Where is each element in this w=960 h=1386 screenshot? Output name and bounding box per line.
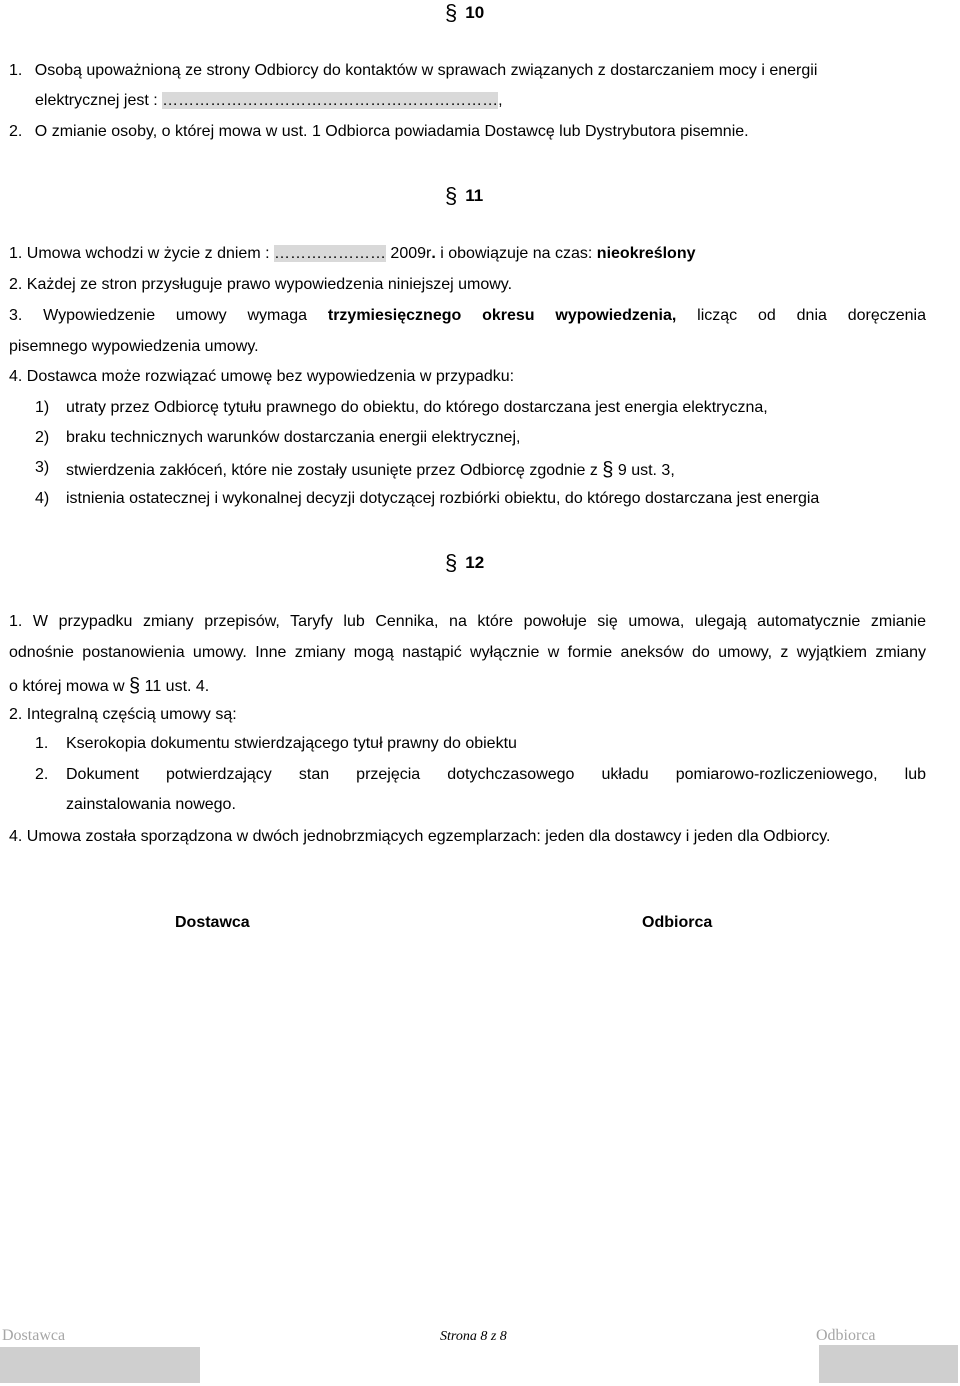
list-item	[35, 399, 768, 417]
s12-item1-line3	[9, 675, 209, 698]
list-item-text-prefix: stwierdzenia zakłóceń, które nie zostały usunięte przez Odbiorcę zgodnie z	[66, 462, 603, 479]
list-item-text: braku technicznych warunków dostarczania energii elektrycznej,	[66, 429, 521, 446]
notice-period: trzymiesięcznego okresu wypowiedzenia,	[327, 307, 677, 324]
section-symbol: §	[445, 0, 458, 25]
section-symbol: §	[129, 675, 141, 697]
s10-item2	[9, 123, 749, 141]
list-item-num: 3)	[35, 459, 50, 476]
list-item-text-suffix: 9 ust. 3,	[613, 462, 675, 479]
list-item-text: Kserokopia dokumentu stwierdzającego tytuł prawny do obiektu	[66, 735, 517, 752]
list-item-text: Dokument potwierdzający stan przejęcia dotychczasowego układu pomiarowo-rozliczeniowego, lub	[66, 766, 926, 783]
list-item-num: 1)	[35, 399, 50, 416]
list-item	[35, 459, 675, 481]
s10-item2-text: O zmianie osoby, o której mowa w ust. 1 Odbiorca powiadamia Dostawcę lub Dystrybutora pisemnie.	[34, 123, 749, 140]
section-12-heading	[445, 550, 484, 576]
section-number: 10	[465, 3, 485, 22]
s12-item1-line1: 1. W przypadku zmiany przepisów, Taryfy lub Cennika, na które powołuje się umowa, ulegają automatycznie zmianie	[9, 613, 926, 630]
s10-item1-line1	[9, 62, 817, 80]
list-item-continuation: zainstalowania nowego.	[66, 796, 236, 813]
signature-supplier-label: Dostawca	[175, 914, 250, 931]
s11-item3-prefix: 3. Wypowiedzenie umowy wymaga	[9, 307, 328, 324]
s10-item1-num: 1.	[9, 62, 23, 79]
section-symbol: §	[445, 550, 458, 575]
list-item	[35, 766, 926, 784]
s12-item2: 2. Integralną częścią umowy są:	[9, 706, 237, 723]
s12-item1-line2: odnośnie postanowienia umowy. Inne zmiany mogą nastąpić wyłącznie w formie aneksów do umowy, z wyjątkiem zmiany	[9, 644, 926, 661]
supplier-signature-field[interactable]	[0, 1347, 200, 1383]
signature-customer-label: Odbiorca	[642, 914, 713, 931]
section-number: 11	[465, 186, 484, 205]
s12-item1-line3-suffix: 11 ust. 4.	[140, 678, 210, 695]
s11-item2: 2. Każdej ze stron przysługuje prawo wypowiedzenia niniejszej umowy.	[9, 276, 513, 293]
section-number: 12	[465, 553, 485, 572]
footer-customer-label: Odbiorca	[816, 1327, 876, 1344]
page-number: Strona 8 z 8	[440, 1329, 507, 1344]
s11-item1-mid: i obowiązuje na czas:	[435, 245, 597, 262]
contact-person-field[interactable]: ………………………………………………………	[162, 92, 499, 109]
list-item-num: 4)	[35, 490, 50, 507]
s11-item3-suffix: licząc od dnia doręczenia	[676, 307, 927, 324]
list-item-num: 2)	[35, 429, 50, 446]
s10-item1-label: elektrycznej jest :	[35, 92, 163, 109]
s11-item1-dot: .	[431, 245, 436, 262]
s10-item1-comma: ,	[498, 92, 503, 109]
s10-item1-line2	[35, 92, 503, 110]
list-item	[35, 429, 521, 447]
s11-item3-line1	[9, 307, 926, 325]
section-10-heading	[445, 0, 484, 26]
section-symbol: §	[602, 459, 614, 481]
s12-item1-line3-prefix: o której mowa w	[9, 678, 130, 695]
s12-item4: 4. Umowa została sporządzona w dwóch jednobrzmiących egzemplarzach: jeden dla dostawcy i jeden dla Odbiorcy.	[9, 828, 831, 845]
s10-item2-num: 2.	[9, 123, 23, 140]
s11-item1	[9, 245, 696, 263]
list-item	[35, 735, 517, 753]
s11-item3-line2: pisemnego wypowiedzenia umowy.	[9, 338, 259, 355]
customer-signature-field[interactable]	[819, 1345, 958, 1383]
s10-item1-text: Osobą upoważnioną ze strony Odbiorcy do kontaktów w sprawach związanych z dostarczaniem mocy i energii	[34, 62, 818, 79]
s11-item1-year: 2009r	[385, 245, 432, 262]
contract-term-value: nieokreślony	[596, 245, 696, 262]
footer-supplier-label: Dostawca	[2, 1327, 66, 1344]
list-item	[35, 490, 820, 508]
start-date-field[interactable]: …………………	[273, 245, 386, 262]
list-item-num: 2.	[35, 766, 49, 783]
list-item-text: utraty przez Odbiorcę tytułu prawnego do obiektu, do którego dostarczana jest energia elektryczna,	[66, 399, 768, 416]
s11-item4: 4. Dostawca może rozwiązać umowę bez wypowiedzenia w przypadku:	[9, 368, 515, 385]
section-11-heading	[445, 183, 483, 209]
s11-item1-text: 1. Umowa wchodzi w życie z dniem :	[9, 245, 274, 262]
list-item-text: istnienia ostatecznej i wykonalnej decyzji dotyczącej rozbiórki obiektu, do którego dostarczana jest energia	[66, 490, 820, 507]
section-symbol: §	[445, 183, 458, 208]
list-item-text	[66, 459, 675, 482]
list-item-num: 1.	[35, 735, 49, 752]
